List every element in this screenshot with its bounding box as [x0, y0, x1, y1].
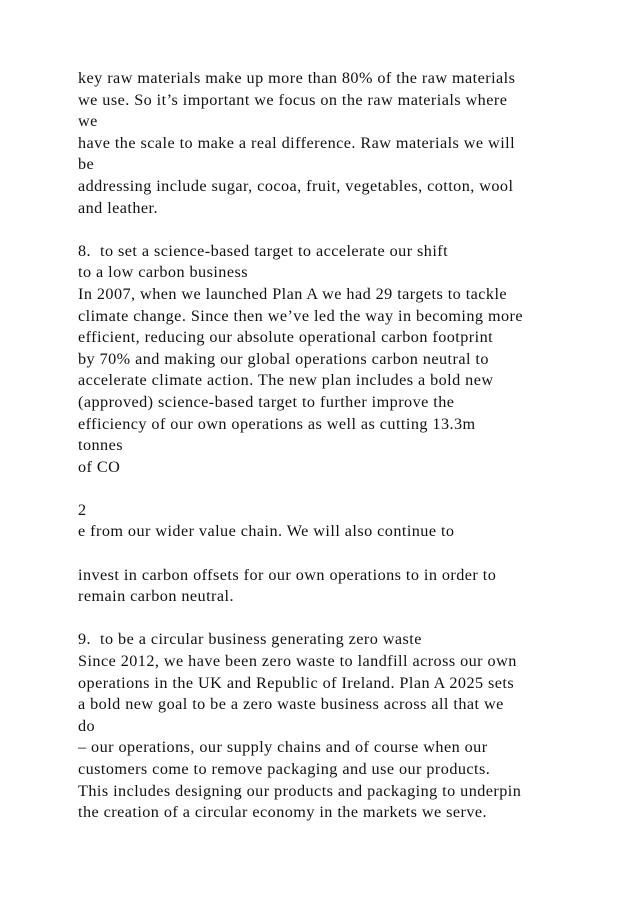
text-line: the creation of a circular economy in the markets we serve.: [78, 803, 488, 822]
paragraph-spacer: [78, 478, 618, 500]
text-line: e from our wider value chain. We will also continue to: [78, 522, 455, 541]
subscript-digit: 2: [78, 500, 87, 519]
text-line: (approved) science-based target to further improve the: [78, 392, 455, 411]
text-line: This includes designing our products and packaging to underpin: [78, 781, 522, 800]
text-line: tonnes: [78, 436, 123, 455]
section-8-heading: to a low carbon business: [78, 263, 248, 282]
text-line: and leather.: [78, 198, 159, 217]
text-line: accelerate climate action. The new plan includes a bold new: [78, 371, 494, 390]
text-line: of CO: [78, 457, 121, 476]
text-line: Since 2012, we have been zero waste to landfill across our own: [78, 652, 517, 671]
text-line: addressing include sugar, cocoa, fruit, vegetables, cotton, wool: [78, 176, 514, 195]
text-line: In 2007, when we launched Plan A we had 29 targets to tackle: [78, 284, 508, 303]
text-line: efficient, reducing our absolute operational carbon footprint: [78, 328, 494, 347]
paragraph-spacer: [78, 608, 618, 630]
text-line: a bold new goal to be a zero waste business across all that we: [78, 695, 504, 714]
text-line: be: [78, 155, 95, 174]
text-line: remain carbon neutral.: [78, 587, 234, 606]
section-8-heading: 8. to set a science-based target to accelerate our shift: [78, 241, 449, 260]
text-line: climate change. Since then we’ve led the way in becoming more: [78, 306, 524, 325]
text-line: do: [78, 716, 96, 735]
text-line: key raw materials make up more than 80% of the raw materials: [78, 69, 516, 87]
text-line: invest in carbon offsets for our own operations to in order to: [78, 565, 497, 584]
text-line: customers come to remove packaging and use our products.: [78, 760, 491, 778]
section-9-heading: 9. to be a circular business generating zero waste: [78, 630, 422, 649]
paragraph-spacer: [78, 219, 618, 241]
text-line: we: [78, 112, 98, 131]
text-line: have the scale to make a real difference. Raw materials we will: [78, 133, 516, 152]
text-line: we use. So it’s important we focus on the raw materials where: [78, 90, 508, 109]
text-line: operations in the UK and Republic of Ireland. Plan A 2025 sets: [78, 673, 515, 692]
document-text: [78, 68, 618, 824]
text-line: efficiency of our own operations as well as cutting 13.3m: [78, 414, 476, 433]
text-line: by 70% and making our global operations carbon neutral to: [78, 349, 489, 368]
paragraph-spacer: [78, 543, 618, 565]
text-line: – our operations, our supply chains and of course when our: [78, 738, 488, 757]
